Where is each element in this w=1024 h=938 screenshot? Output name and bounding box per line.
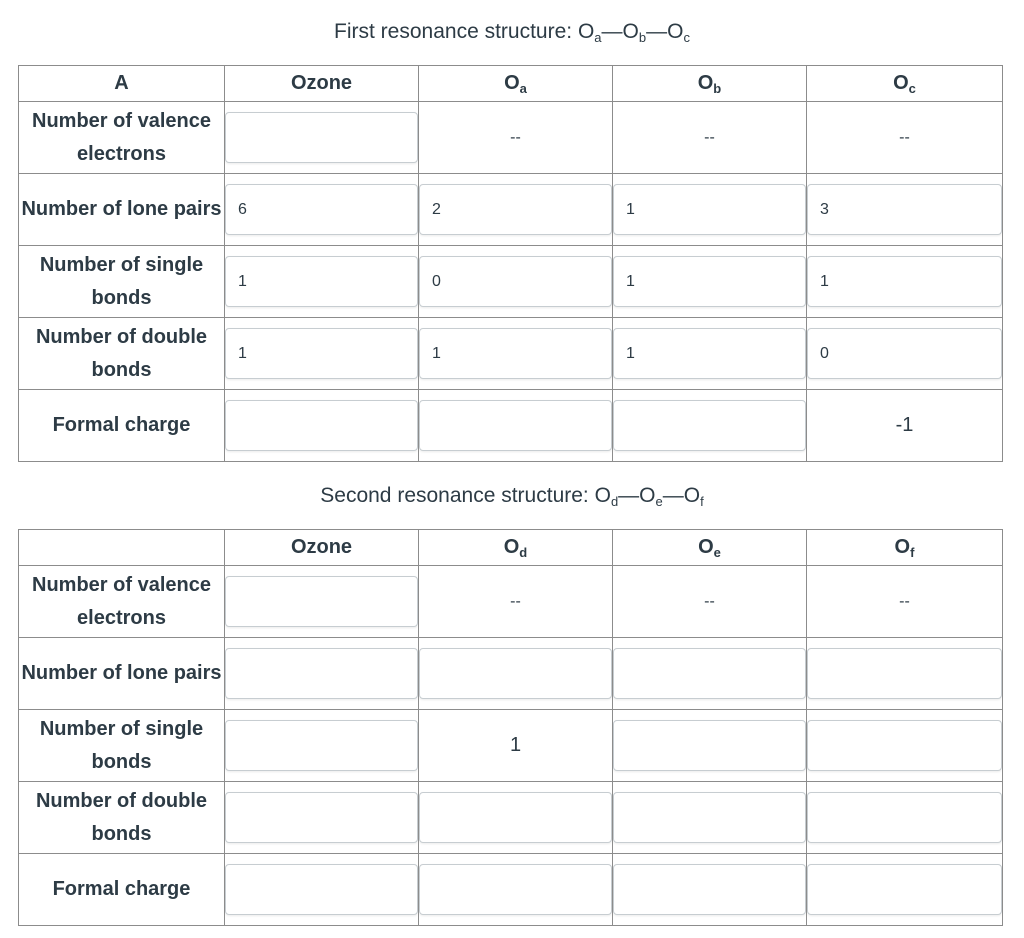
cell [807,318,1003,390]
header-of [807,530,1003,566]
row-label: Number of valence electrons [19,102,225,174]
lone-pairs-oc-input[interactable] [807,184,1002,235]
caption-sub: b [638,30,647,45]
caption-text: —O [646,20,684,43]
dash-cell: -- [419,566,613,638]
table-row [19,854,1003,926]
cell [419,782,613,854]
lone-pairs-ob-input[interactable] [613,184,806,235]
row-label: Number of double bonds [19,318,225,390]
cell [613,318,807,390]
header-o: O [697,72,714,94]
dash-cell: -- [807,566,1003,638]
row-label: Number of lone pairs [19,174,225,246]
caption-text: First resonance structure: O [334,20,595,43]
first-resonance-caption [0,18,1024,46]
header-sub: a [519,81,527,96]
table-row [19,782,1003,854]
header-oa [419,66,613,102]
cell [613,246,807,318]
header-ozone: Ozone [225,66,419,102]
dash-cell: -- [613,566,807,638]
double-bonds-oc-input[interactable] [807,328,1002,379]
valence-ozone-input-2[interactable] [225,576,418,627]
caption-text: —O [618,484,656,507]
row-label: Number of double bonds [19,782,225,854]
header-oe [613,530,807,566]
caption-sub: a [594,30,602,45]
cell [613,854,807,926]
formal-charge-ob-input[interactable] [613,400,806,451]
table-row [19,566,1003,638]
table-row [19,638,1003,710]
lone-pairs-ozone-input[interactable] [225,184,418,235]
cell [419,854,613,926]
header-row [19,530,1003,566]
header-sub: d [519,545,528,560]
lone-pairs-ozone-input-2[interactable] [225,648,418,699]
lone-pairs-oa-input[interactable] [419,184,612,235]
formal-charge-ozone-input-2[interactable] [225,864,418,915]
header-o: O [504,72,520,94]
single-bonds-ozone-input[interactable] [225,256,418,307]
single-bonds-oc-input[interactable] [807,256,1002,307]
header-sub: c [908,81,916,96]
formal-charge-oa-input[interactable] [419,400,612,451]
cell [225,318,419,390]
cell [419,174,613,246]
cell [225,782,419,854]
cell [225,174,419,246]
cell [613,390,807,462]
row-label: Number of single bonds [19,246,225,318]
single-bonds-ozone-input-2[interactable] [225,720,418,771]
cell [613,174,807,246]
header-o: O [503,536,520,558]
header-o: O [894,536,911,558]
row-label: Formal charge [19,854,225,926]
caption-sub: f [700,494,704,509]
header-ob [613,66,807,102]
formal-charge-oc-value: -1 [807,390,1003,462]
caption-text: —O [662,484,701,507]
caption-sub: c [683,30,690,45]
dash-cell: -- [613,102,807,174]
table-row [19,318,1003,390]
header-sub: b [713,81,722,96]
cell [807,638,1003,710]
second-resonance-caption [0,482,1024,510]
formal-charge-ozone-input[interactable] [225,400,418,451]
row-label: Number of single bonds [19,710,225,782]
cell [225,854,419,926]
double-bonds-od-input[interactable] [419,792,612,843]
header-corner: A [19,66,225,102]
header-sub: e [713,545,721,560]
row-label: Number of valence electrons [19,566,225,638]
cell [419,318,613,390]
cell [225,390,419,462]
header-od [419,530,613,566]
double-bonds-oa-input[interactable] [419,328,612,379]
cell [225,638,419,710]
header-sub: f [910,545,915,560]
double-bonds-ozone-input-2[interactable] [225,792,418,843]
double-bonds-of-input[interactable] [807,792,1002,843]
cell [419,390,613,462]
lone-pairs-oe-input[interactable] [613,648,806,699]
header-ozone: Ozone [225,530,419,566]
table-row [19,390,1003,462]
cell [807,710,1003,782]
double-bonds-ob-input[interactable] [613,328,806,379]
caption-text: Second resonance structure: O [320,484,611,507]
double-bonds-oe-input[interactable] [613,792,806,843]
cell [225,246,419,318]
single-bonds-ob-input[interactable] [613,256,806,307]
table-row [19,246,1003,318]
cell [419,638,613,710]
second-structure-table [18,529,1003,926]
formal-charge-of-input[interactable] [807,864,1002,915]
cell [613,710,807,782]
lone-pairs-of-input[interactable] [807,648,1002,699]
cell [807,174,1003,246]
cell [613,782,807,854]
table-row [19,174,1003,246]
caption-sub: d [610,494,619,509]
caption-text: —O [601,20,639,43]
double-bonds-ozone-input[interactable] [225,328,418,379]
dash-cell: -- [419,102,613,174]
table-row [19,102,1003,174]
lone-pairs-od-input[interactable] [419,648,612,699]
caption-sub: e [655,494,663,509]
cell [807,246,1003,318]
single-bonds-oa-input[interactable] [419,256,612,307]
cell [225,102,419,174]
header-oc [807,66,1003,102]
cell [807,782,1003,854]
cell [613,638,807,710]
cell [225,710,419,782]
single-bonds-of-input[interactable] [807,720,1002,771]
valence-ozone-input[interactable] [225,112,418,163]
single-bonds-od-value: 1 [419,710,613,782]
single-bonds-oe-input[interactable] [613,720,806,771]
row-label: Number of lone pairs [19,638,225,710]
formal-charge-oe-input[interactable] [613,864,806,915]
dash-cell: -- [807,102,1003,174]
header-o: O [698,536,714,558]
header-o: O [893,72,909,94]
row-label: Formal charge [19,390,225,462]
cell [419,246,613,318]
formal-charge-od-input[interactable] [419,864,612,915]
cell [807,854,1003,926]
table-row [19,710,1003,782]
cell [225,566,419,638]
header-row [19,66,1003,102]
header-corner [19,530,225,566]
first-structure-table [18,65,1003,462]
